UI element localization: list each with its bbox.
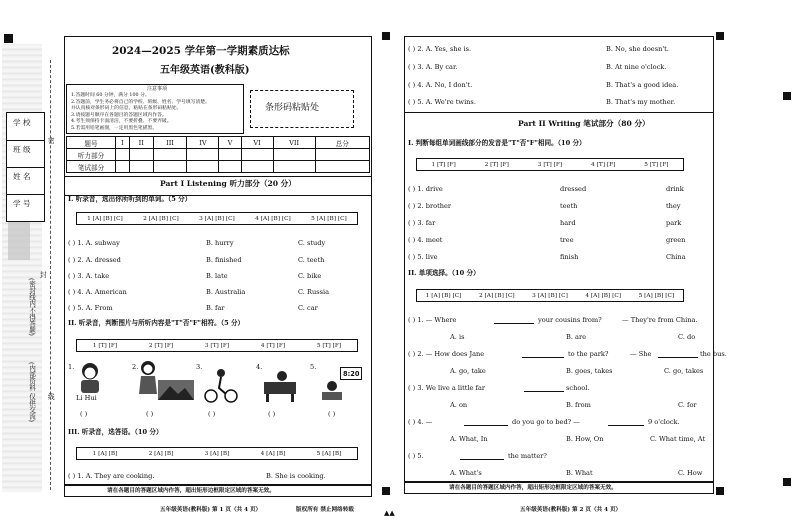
corner-marker	[783, 92, 791, 100]
write-q2-title: II. 单项选择。（10 分）	[408, 269, 480, 277]
pron-answer-grid[interactable]: 1 [T] [F] 2 [T] [F] 3 [T] [F] 4 [T] [F] 5 [T] [F]	[416, 158, 684, 171]
clock-box	[340, 367, 362, 380]
school-label: 学 校	[13, 118, 31, 127]
blank[interactable]	[460, 459, 504, 460]
page2-footer: 五年级英语(教科版) 第 2 页（共 4 页）	[520, 507, 622, 513]
part1-title: Part I Listening 听力部分（20 分）	[160, 179, 296, 188]
q3-answer-grid[interactable]: 1 [A] [B] 2 [A] [B] 3 [A] [B] 4 [A] [B] 5 [A] [B]	[76, 447, 358, 460]
corner-marker	[382, 32, 390, 40]
no-answer-note: (密封线内不得答题)	[27, 278, 36, 336]
bicycle-picture	[204, 368, 238, 404]
q3-item-1a: ( ) 1. A. They are cooking.	[68, 472, 155, 480]
pic-answer-3[interactable]: ( )	[208, 410, 216, 418]
blank[interactable]	[522, 357, 564, 358]
write-q1-title: I. 判断每组单词画线部分的发音是"T"否"F"相同。（10 分）	[408, 139, 586, 147]
blank[interactable]	[608, 425, 644, 426]
blank[interactable]	[524, 391, 564, 392]
pic-answer-1[interactable]: ( )	[80, 410, 88, 418]
listen-q1-title: I. 听录音，选出你所听到的单词。（5 分）	[68, 195, 192, 203]
barcode-label: 条形码粘贴处	[265, 103, 320, 113]
page1-footer: 五年级英语(教科版) 第 1 页（共 4 页）	[160, 507, 262, 513]
seal-line	[50, 60, 51, 490]
corner-marker	[382, 487, 390, 495]
q1-item-1a: ( ) 1. A. subway	[68, 239, 120, 247]
mountain-picture	[158, 380, 194, 400]
page1-footer-note-bar: 请在各题目的答题区域内作答，超出矩形边框限定区域的答案无效。	[64, 485, 372, 497]
pic-answer-2[interactable]: ( )	[146, 410, 154, 418]
page2-footer-note-bar: 请在各题目的答题区域内作答，超出矩形边框限定区域的答案无效。	[404, 482, 714, 494]
q2-answer-grid[interactable]: 1 [T] [F] 2 [T] [F] 3 [T] [F] 4 [T] [F] 5 [T] [F]	[76, 339, 358, 352]
clock-time: 8:20	[343, 370, 360, 378]
li-hui-label: Li Hui	[76, 394, 97, 402]
piano-picture	[262, 370, 298, 402]
binding-strip-dark	[8, 220, 30, 260]
seal-char-1: 密	[48, 137, 55, 145]
q1-answer-grid[interactable]: 1 [A] [B] [C] 2 [A] [B] [C] 3 [A] [B] [C] 4 [A] [B] [C] 5 [A] [B] [C]	[76, 212, 358, 225]
boy-in-bed-picture	[320, 380, 344, 402]
student-number-label: 学 号	[13, 199, 31, 208]
q1-item-4a: ( ) 4. A. American	[68, 288, 127, 296]
part2-title: Part II Writing 笔试部分（80 分）	[518, 119, 650, 128]
q1-item-5a: ( ) 5. A. From	[68, 304, 113, 312]
mc-answer-grid[interactable]: 1 [A] [B] [C] 2 [A] [B] [C] 3 [A] [B] [C] 4 [A] [B] [C] 5 [A] [B] [C]	[416, 289, 684, 302]
class-label: 班 级	[13, 145, 31, 154]
blank[interactable]	[494, 323, 534, 324]
exam-subtitle: 五年级英语(教科版)	[160, 65, 250, 76]
blank[interactable]	[658, 357, 698, 358]
q1-item-2a: ( ) 2. A. dressed	[68, 256, 121, 264]
boy-picture	[76, 362, 104, 394]
corner-marker	[783, 478, 791, 486]
corner-marker	[716, 32, 724, 40]
notice-title: 注意事项	[147, 86, 168, 92]
girl-picture	[138, 360, 158, 396]
corner-marker	[716, 487, 724, 495]
copyright-note: 版权所有 禁止网络转载	[296, 507, 354, 513]
part-divider	[404, 112, 714, 113]
listen-q2-title: II. 听录音，判断图片与所听内容是"T"否"F"相符。（5 分）	[68, 319, 245, 327]
corner-marker	[4, 34, 13, 43]
name-label: 姓 名	[13, 172, 31, 181]
barcode-area	[250, 90, 354, 128]
listen-q3-title: III. 听录音，选答语。（10 分）	[68, 428, 163, 436]
notice-box: 注意事项 1.答题时间 60 分钟，满分 100 分。 2.答题前，学生务必将自己的学校、班级、姓名、学号填写清楚。 并认真核对条形码上的信息，粘贴在条形码粘贴处。 3.请按题号顺序在各题目的答题区域内作答。 4.考生须保持卡面清洁，不要折叠、不要弄破。 5.若需用铅笔画图，一定用黑色笔描黑。	[66, 84, 244, 134]
student-info-box	[6, 112, 45, 222]
internal-material-note: (内部资料 仅供交流)	[27, 362, 36, 423]
blank[interactable]	[464, 425, 508, 426]
seal-char-2: 封	[40, 271, 47, 279]
pic-answer-5[interactable]: ( )	[328, 410, 336, 418]
exam-title: 2024—2025 学年第一学期素质达标	[112, 45, 290, 57]
triangle-marker: ▲▲	[384, 509, 395, 517]
seal-char-3: 线	[48, 393, 55, 401]
q3-item-1b: B. She is cooking.	[266, 472, 326, 480]
pic-answer-4[interactable]: ( )	[268, 410, 276, 418]
score-table: 题号 I II III IV V VI VII 总分 听力部分 笔试部分	[66, 136, 370, 173]
q1-item-3a: ( ) 3. A. take	[68, 272, 110, 280]
